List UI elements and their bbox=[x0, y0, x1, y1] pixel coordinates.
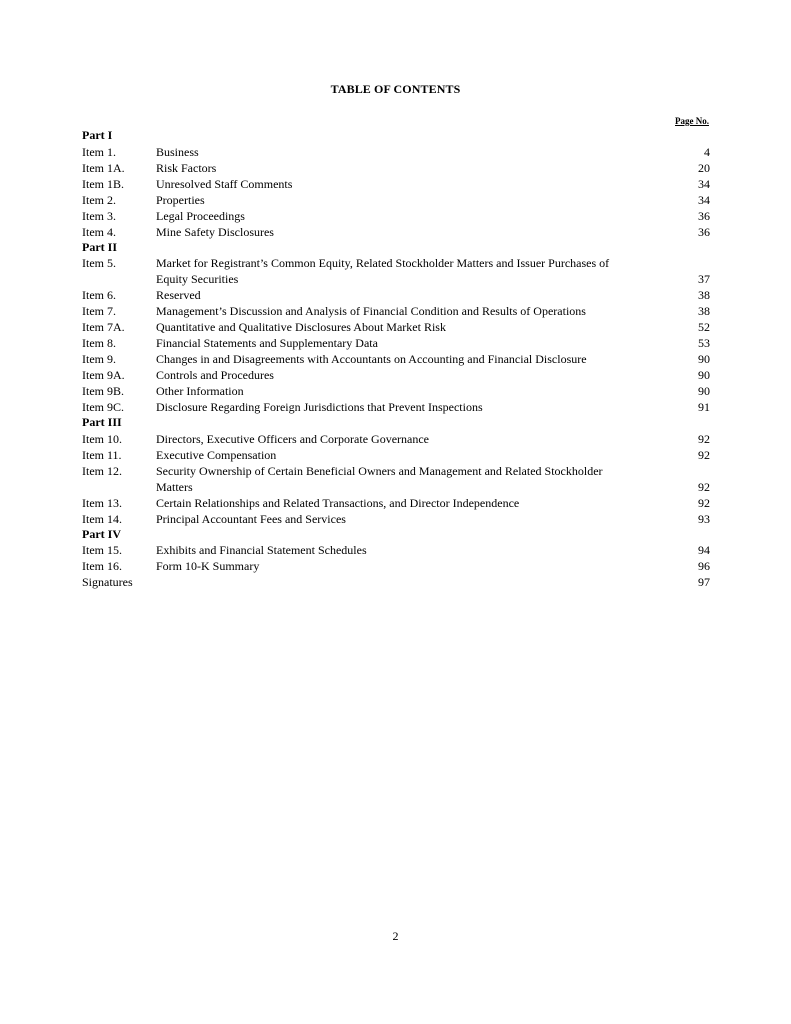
item-page-number: 37 bbox=[698, 272, 710, 286]
item-number: Item 11. bbox=[82, 447, 122, 462]
item-number: Item 10. bbox=[82, 431, 122, 446]
item-number: Item 16. bbox=[82, 559, 122, 573]
item-title: Quantitative and Qualitative Disclosures About Market Risk bbox=[156, 320, 446, 334]
item-page-number: 34 bbox=[698, 192, 710, 207]
item-page-number: 96 bbox=[698, 559, 710, 573]
toc-row-item-4[interactable] bbox=[82, 224, 710, 240]
item-number: Item 1A. bbox=[82, 160, 125, 175]
item-title: Directors, Executive Officers and Corporate Governance bbox=[156, 431, 429, 446]
toc-row-item-1b[interactable] bbox=[82, 176, 710, 192]
item-page-number: 90 bbox=[698, 368, 710, 382]
item-page-number: 94 bbox=[698, 543, 710, 557]
item-title: Exhibits and Financial Statement Schedules bbox=[156, 543, 367, 557]
item-number: Item 6. bbox=[82, 288, 116, 302]
part-heading: Part II bbox=[82, 239, 117, 254]
item-number: Item 7. bbox=[82, 304, 116, 318]
item-page-number: 53 bbox=[698, 336, 710, 350]
toc-row-item-15[interactable] bbox=[82, 542, 710, 558]
toc-row-signatures[interactable] bbox=[82, 574, 710, 590]
toc-row-item-1[interactable] bbox=[82, 144, 710, 160]
item-number: Item 15. bbox=[82, 543, 122, 557]
item-title: Financial Statements and Supplementary Data bbox=[156, 336, 378, 350]
item-title: Principal Accountant Fees and Services bbox=[156, 511, 346, 526]
item-page-number: 90 bbox=[698, 384, 710, 398]
item-number: Item 1. bbox=[82, 144, 116, 159]
item-page-number: 36 bbox=[698, 224, 710, 239]
page-title: TABLE OF CONTENTS bbox=[330, 82, 461, 96]
item-page-number: 90 bbox=[698, 352, 710, 366]
item-title: Form 10-K Summary bbox=[156, 559, 260, 573]
toc-row-item-10[interactable] bbox=[82, 431, 710, 447]
toc-row-item-12[interactable] bbox=[82, 463, 710, 495]
footer-page-number: 2 bbox=[392, 929, 399, 943]
toc-row-item-14[interactable] bbox=[82, 511, 710, 527]
item-number: Item 2. bbox=[82, 192, 116, 207]
part-heading: Part I bbox=[82, 128, 113, 142]
item-number: Item 1B. bbox=[82, 176, 124, 191]
toc-row-item-9c[interactable] bbox=[82, 399, 710, 415]
item-page-number: 52 bbox=[698, 320, 710, 334]
item-title: Changes in and Disagreements with Accountants on Accounting and Financial Disclosure bbox=[156, 352, 587, 366]
part-heading: Part IV bbox=[82, 526, 121, 541]
item-number: Item 12. bbox=[82, 463, 122, 478]
item-page-number: 92 bbox=[698, 431, 710, 446]
item-number: Item 4. bbox=[82, 224, 116, 239]
item-title: Mine Safety Disclosures bbox=[156, 224, 274, 239]
item-page-number: 92 bbox=[698, 479, 710, 494]
toc-row-item-16[interactable] bbox=[82, 558, 710, 574]
item-page-number: 38 bbox=[698, 288, 710, 302]
item-title: Business bbox=[156, 144, 199, 159]
toc-row-item-8[interactable] bbox=[82, 335, 710, 351]
item-title: Security Ownership of Certain Beneficial Owners and Management and Related Stockholder Matters bbox=[156, 463, 603, 494]
item-title: Disclosure Regarding Foreign Jurisdictions that Prevent Inspections bbox=[156, 400, 483, 414]
item-title: Legal Proceedings bbox=[156, 208, 245, 223]
item-page-number: 38 bbox=[698, 304, 710, 318]
item-number: Item 8. bbox=[82, 336, 116, 350]
item-title: Management’s Discussion and Analysis of Financial Condition and Results of Operations bbox=[156, 304, 586, 318]
item-page-number: 34 bbox=[698, 176, 710, 191]
item-number: Item 9B. bbox=[82, 384, 124, 398]
item-title: Certain Relationships and Related Transactions, and Director Independence bbox=[156, 495, 520, 510]
item-number: Item 5. bbox=[82, 256, 116, 270]
item-number: Item 9C. bbox=[82, 400, 124, 414]
item-number: Item 3. bbox=[82, 208, 116, 223]
toc-row-item-6[interactable] bbox=[82, 287, 710, 303]
item-title: Properties bbox=[156, 192, 205, 207]
part-heading: Part III bbox=[82, 415, 122, 429]
toc-row-item-11[interactable] bbox=[82, 447, 710, 463]
item-title: Executive Compensation bbox=[156, 447, 277, 462]
toc-row-item-2[interactable] bbox=[82, 192, 710, 208]
item-page-number: 91 bbox=[698, 400, 710, 414]
item-number: Item 7A. bbox=[82, 320, 125, 334]
signatures-label: Signatures bbox=[82, 575, 133, 589]
item-page-number: 36 bbox=[698, 208, 710, 223]
item-title: Controls and Procedures bbox=[156, 368, 274, 382]
item-page-number: 92 bbox=[698, 447, 710, 462]
item-page-number: 92 bbox=[698, 495, 710, 510]
item-title: Unresolved Staff Comments bbox=[156, 176, 293, 191]
item-title: Risk Factors bbox=[156, 160, 217, 175]
item-page-number: 97 bbox=[698, 575, 710, 589]
item-title: Other Information bbox=[156, 384, 244, 398]
item-page-number: 4 bbox=[704, 144, 710, 159]
toc-row-item-3[interactable] bbox=[82, 208, 710, 224]
toc-row-item-1a[interactable] bbox=[82, 160, 710, 176]
item-page-number: 93 bbox=[698, 511, 710, 526]
table-of-contents bbox=[82, 128, 710, 590]
toc-row-item-7[interactable] bbox=[82, 303, 710, 319]
toc-row-item-13[interactable] bbox=[82, 495, 710, 511]
toc-row-item-7a[interactable] bbox=[82, 319, 710, 335]
item-number: Item 9. bbox=[82, 352, 116, 366]
toc-row-item-9a[interactable] bbox=[82, 367, 710, 383]
item-number: Item 14. bbox=[82, 511, 122, 526]
item-title: Market for Registrant’s Common Equity, Related Stockholder Matters and Issuer Purchases of Equity Securities bbox=[156, 256, 610, 286]
toc-row-item-5[interactable] bbox=[82, 255, 710, 287]
item-page-number: 20 bbox=[698, 160, 710, 175]
page-no-column-header: Page No. bbox=[675, 116, 709, 126]
toc-row-item-9[interactable] bbox=[82, 351, 710, 367]
item-number: Item 9A. bbox=[82, 368, 125, 382]
toc-row-item-9b[interactable] bbox=[82, 383, 710, 399]
item-title: Reserved bbox=[156, 288, 201, 302]
item-number: Item 13. bbox=[82, 495, 122, 510]
